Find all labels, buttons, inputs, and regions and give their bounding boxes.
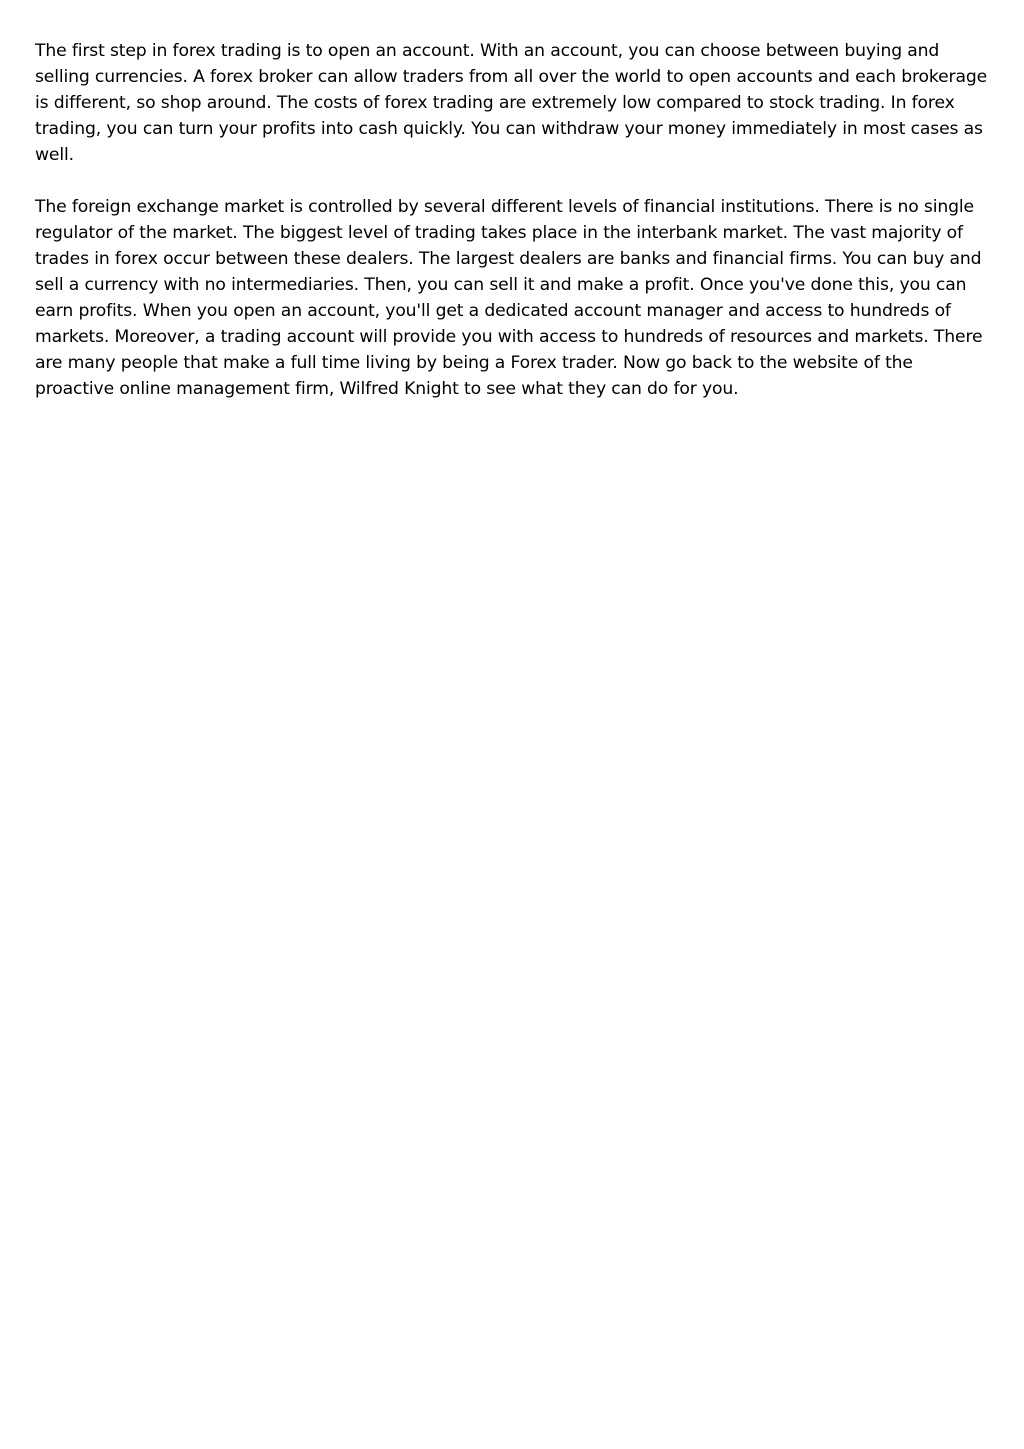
- paragraph-foreign-exchange-market: The foreign exchange market is controlled by several different levels of financial institutions. There is no single regulator of the market. The biggest level of trading takes place in the interbank market. The vast majority of trades in forex occur between these dealers. The largest dealers are banks and financial firms. You can buy and sell a currency with no intermediaries. Then, you can sell it and make a profit. Once you've done this, you can earn profits. When you open an account, you'll get a dedicated account manager and access to hundreds of markets. Moreover, a trading account will provide you with access to hundreds of resources and markets. There are many people that make a full time living by being a Forex trader. Now go back to the website of the proactive online management firm, Wilfred Knight to see what they can do for you.: [35, 197, 983, 399]
- paragraph-open-account: The first step in forex trading is to open an account. With an account, you can choose between buying and selling currencies. A forex broker can allow traders from all over the world to open accounts and each brokerage is different, so shop around. The costs of forex trading are extremely low compared to stock trading. In forex trading, you can turn your profits into cash quickly. You can withdraw your money immediately in most cases as well.: [35, 41, 988, 165]
- document-body: [35, 38, 995, 402]
